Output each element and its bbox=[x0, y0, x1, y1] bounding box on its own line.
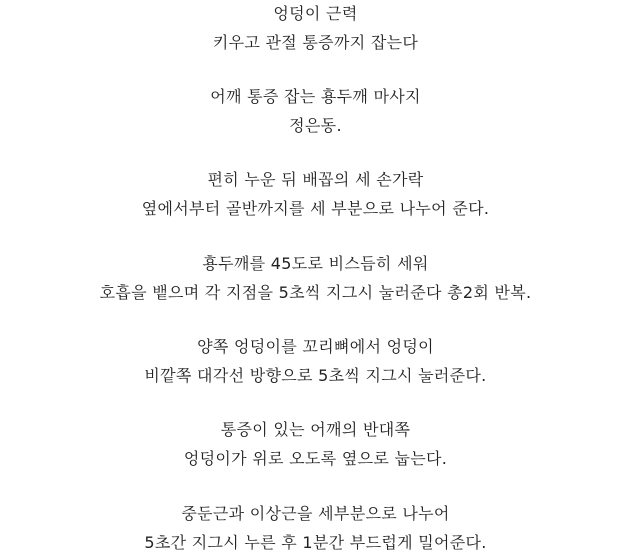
paragraph-1-line-1: 엉덩이 근력 bbox=[273, 4, 358, 23]
paragraph-5-line-1: 양쪽 엉덩이를 꼬리뼈에서 엉덩이 bbox=[197, 337, 434, 356]
paragraph-1-line-2: 키우고 관절 통증까지 잡는다 bbox=[212, 33, 419, 52]
paragraph-6-line-1: 통증이 있는 어깨의 반대쪽 bbox=[220, 420, 411, 439]
paragraph-2-line-1: 어깨 통증 잡는 횽두깨 마사지 bbox=[210, 87, 421, 106]
paragraph-3-line-1: 편히 누운 뒤 배꼽의 세 손가락 bbox=[207, 170, 424, 189]
paragraph-4-line-2: 호흡을 뱉으며 각 지점을 5초씩 지그시 눌러준다 총2회 반복. bbox=[99, 283, 532, 302]
paragraph-4-line-1: 횽두깨를 45도로 비스듬히 세워 bbox=[202, 254, 429, 273]
paragraph-7-line-2: 5초간 지그시 누른 후 1분간 부드럽게 밀어준다. bbox=[144, 533, 487, 552]
paragraph-3-line-2: 옆에서부터 골반까지를 세 부분으로 나누어 준다. bbox=[141, 199, 490, 218]
paragraph-2-line-2: 정은동. bbox=[289, 116, 342, 135]
paragraph-7-line-1: 중둔근과 이상근을 세부분으로 나누어 bbox=[181, 504, 450, 523]
paragraph-6-line-2: 엉덩이가 위로 오도록 옆으로 눕는다. bbox=[183, 449, 448, 468]
paragraph-5-line-2: 비깥쪽 대각선 방향으로 5초씩 지그시 눌러준다. bbox=[144, 366, 487, 385]
